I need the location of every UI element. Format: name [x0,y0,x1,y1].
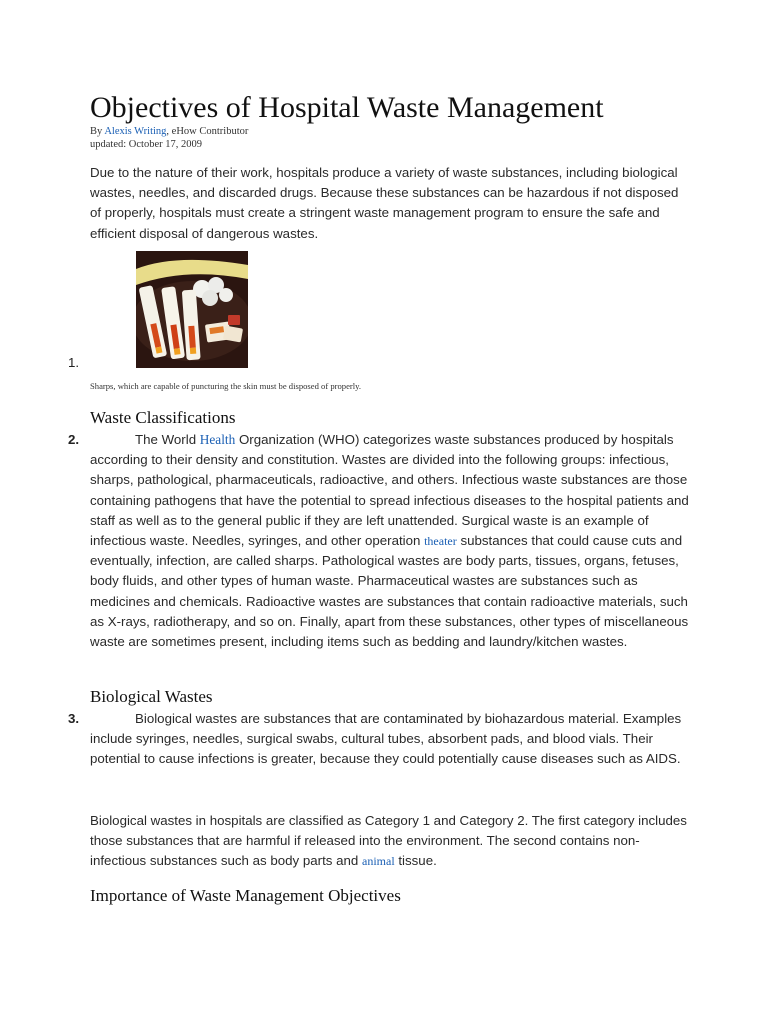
text-segment: Organization (WHO) categorizes waste substances produced by hospitals according to their density and constitution. Wastes are divided into the following groups: infectious, sharps, pathological, pharmaceuticals, radioactive, and others. Infectious waste substances are those containing pathogens that have the potential to spread infectious diseases to the hospital patients and staff as well as to the general public if they are left unattended. Surgical waste is an example of infectious waste. Needles, syringes, and other operation [90,432,689,549]
biological-wastes-paragraph-1 [90,709,690,770]
byline [90,125,248,151]
waste-classifications-paragraph [90,430,690,652]
animal-link[interactable]: animal [362,854,395,869]
section-number-3: 3. [68,711,80,726]
updated-date: updated: October 17, 2009 [90,139,202,150]
page-title: Objectives of Hospital Waste Management [90,91,604,124]
text-segment: The World [135,432,200,447]
byline-suffix: , eHow Contributor [166,126,249,137]
heading-biological-wastes: Biological Wastes [90,687,213,706]
health-link[interactable]: Health [199,432,236,447]
text-segment: Biological wastes in hospitals are classified as Category 1 and Category 2. The first category includes those substances that are harmful if released into the environment. The second contains non-infectious substances such as body parts and [90,813,687,869]
section-number-2: 2. [68,432,80,447]
sharps-illustration [136,251,248,368]
text-segment: substances that could cause cuts and eventually, infection, are called sharps. Pathological wastes are body parts, tissues, organs, fetuses, body fluids, and other types of human waste. Pharmaceutical wastes are substances such as medicines and chemicals. Radioactive wastes are substances that contain radioactive materials, such as X-rays, radiotherapy, and so on. Finally, apart from these substances, other types of miscellaneous waste are sometimes present, including items such as bedding and laundry/kitchen wastes. [90,533,689,650]
theater-link[interactable]: theater [424,534,457,549]
figure-number: 1. [68,355,80,370]
text-segment: tissue. [394,853,437,869]
heading-importance-objectives: Importance of Waste Management Objectives [90,886,401,905]
text-segment: Biological wastes are substances that are contaminated by biohazardous material. Examples include syringes, needles, surgical swabs, cultural tubes, absorbent pads, and blood vials. Their potential to cause infections is greater, because they could potentially cause diseases such as AIDS. [90,711,682,767]
heading-waste-classifications: Waste Classifications [90,408,236,427]
intro-paragraph: Due to the nature of their work, hospitals produce a variety of waste substances, including biological wastes, needles, and discarded drugs. Because these substances can be hazardous if not disposed of properly, hospitals must create a stringent waste management program to ensure the safe and efficient disposal of dangerous wastes. [90,165,679,241]
figure-caption: Sharps, which are capable of puncturing the skin must be disposed of properly. [90,381,362,391]
author-link[interactable]: Alexis Writing [104,126,167,137]
byline-prefix: By [90,126,103,137]
sharps-photo [136,251,248,368]
biological-wastes-paragraph-2 [90,811,690,872]
